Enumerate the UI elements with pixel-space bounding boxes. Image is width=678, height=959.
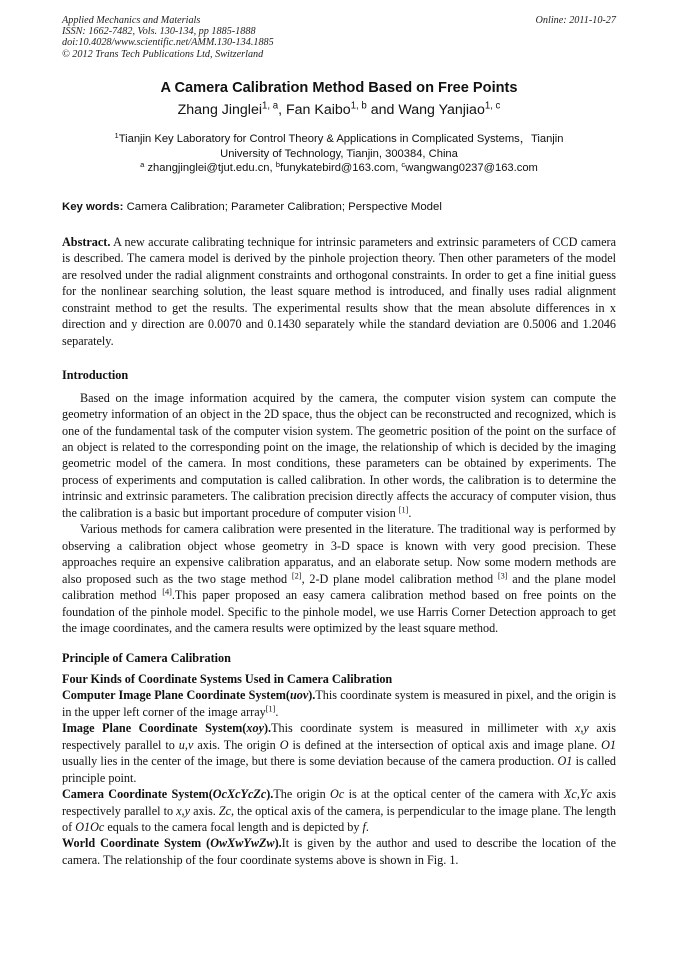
online-date: Online: 2011-10-27 (535, 15, 616, 26)
s2-t5: usually lies in the center of the image, but there is some deviation because of the camera production. (62, 754, 558, 769)
s3-v1: Oc (330, 787, 345, 802)
intro-p2-text-c: and the plane model calibration method (62, 571, 617, 603)
author-2: Fan Kaibo (286, 102, 351, 118)
s3-v2: Xc,Yc (563, 787, 593, 802)
s3-var: OcXcYcZc (212, 787, 267, 802)
abstract-label: Abstract. (62, 235, 111, 249)
affiliation-line-2: University of Technology, Tianjin, 300384, China (220, 147, 458, 160)
s3-t2: is at the optical center of the camera with (344, 787, 564, 802)
s2-t3: axis. The origin (193, 737, 280, 752)
email-a-sup: a (140, 160, 145, 169)
abstract-paragraph (62, 234, 616, 349)
s4-text: It is given by the author and used to describe the location of the camera. The relationship of the four coordinate systems above is shown in Fig. 1. (62, 836, 616, 867)
author-list (62, 102, 616, 118)
s3-v3: x,y (176, 803, 190, 818)
intro-p1-end: . (408, 505, 412, 520)
coord-system-world (62, 835, 616, 868)
coord-system-image-plane (62, 720, 616, 786)
intro-p2-text-a: Various methods for camera calibration were presented in the literature. The traditional way is performed by observing a calibration object whose geometry in 3-D space is known with very good precision. These approaches require an expensive calibration apparatus, and an elaborate setup. Now some modern methods are also proposed such as the two stage method (62, 522, 616, 586)
author-sep-2: and (366, 102, 399, 118)
s3-t3: axis respectively parallel to (62, 787, 617, 818)
keywords-line (62, 201, 616, 213)
s3-t5: , the optical axis of the camera, is perpendicular to the image plane. The length of (62, 803, 616, 834)
intro-paragraph-1 (62, 390, 616, 522)
body-text (62, 234, 616, 868)
s1-close: ). (308, 688, 316, 703)
citation-3: [3] (497, 571, 508, 581)
email-line (62, 161, 616, 176)
email-b-sup: b (275, 160, 280, 169)
author-2-affil: 1, b (350, 100, 367, 112)
author-1-affil: 1, a (262, 100, 279, 112)
s1-label: Computer Image Plane Coordinate System( (62, 688, 290, 703)
s3-t6: equals to the camera focal length and is depicted by (104, 819, 363, 834)
s3-v4: Zc (218, 803, 232, 818)
s2-t1: This coordinate system is measured in millimeter with (271, 721, 575, 736)
principle-heading: Principle of Camera Calibration (62, 651, 231, 666)
s3-label: Camera Coordinate System( (62, 787, 213, 802)
s1-var: uov (289, 688, 309, 703)
intro-p2-text-d: .This paper proposed an easy camera calibration method based on free points on the foundation of the pinhole model. Specific to the pinhole model, we use Harris Corner Detection approach to get the image coordinates, and the camera results were optimized by the least square method. (62, 588, 616, 635)
s3-t1: The origin (273, 787, 331, 802)
introduction-heading: Introduction (62, 368, 129, 383)
s2-v4: O1 (601, 737, 616, 752)
s1-end: . (275, 704, 279, 719)
s4-var: OwXwYwZw (210, 836, 275, 851)
s3-v6: f (362, 819, 366, 834)
s4-label: World Coordinate System ( (62, 836, 211, 851)
email-b[interactable]: funykatebird@163.com, (279, 162, 402, 175)
citation-2: [2] (291, 571, 302, 581)
journal-header (62, 15, 616, 60)
citation-1: [1] (398, 505, 409, 515)
s2-v2: u,v (178, 737, 194, 752)
s2-v5: O1 (557, 754, 573, 769)
email-c-sup: c (401, 160, 406, 169)
s1-text: This coordinate system is measured in pixel, and the origin is in the upper left corner of the image array (62, 688, 617, 719)
intro-paragraph-2 (62, 521, 616, 636)
doi-line: doi:10.4028/www.scientific.net/AMM.130-134.1885 (62, 37, 274, 49)
copyright-line: © 2012 Trans Tech Publications Ltd, Switzerland (62, 48, 264, 60)
s3-close: ). (266, 787, 274, 802)
affiliation-block (62, 132, 616, 176)
citation-4: [4] (162, 587, 172, 597)
intro-p2-text-b: , 2-D plane model calibration method (301, 571, 498, 586)
s3-v5: O1Oc (75, 819, 105, 834)
affiliation-sup: 1 (114, 130, 119, 140)
coord-system-camera (62, 786, 616, 835)
issn-line: ISSN: 1662-7482, Vols. 130-134, pp 1885-1888 (62, 26, 256, 38)
s3-t7: . (365, 819, 369, 834)
s2-v1: x,y (574, 721, 589, 736)
s2-var: xoy (246, 721, 264, 736)
keywords-text: Camera Calibration; Parameter Calibration; Perspective Model (123, 201, 442, 213)
keywords-label: Key words: (62, 201, 124, 213)
author-sep-1: , (278, 102, 286, 118)
s2-v3: O (279, 737, 289, 752)
email-a[interactable]: zhangjinglei@tjut.edu.cn, (144, 162, 276, 175)
s2-close: ). (263, 721, 272, 736)
s4-close: ). (274, 836, 282, 851)
s3-t4: axis. (190, 803, 219, 818)
author-1: Zhang Jinglei (177, 102, 263, 118)
coord-system-computer-image (62, 687, 616, 720)
author-3-affil: 1, c (484, 100, 501, 112)
intro-p1-text: Based on the image information acquired by the camera, the computer vision system can compute the geometry information of an object in the 2D space, thus the object can be reconstructed and recognized, which is one of the fundamental task of the computer vision system. The geometric position of the point on the surface of an object is related to the corresponding point on the image, the relationship of which is decided by the imaging geometric model of the camera. In most conditions, these parameters can be obtained by experiments. The process of experiments and computation is called calibration. In other words, the calibration is to determine the intrinsic and extrinsic parameters. The calibration precision directly affects the accuracy of computer vision, thus the calibration is a basic but important procedure of computer vision (62, 390, 616, 520)
coordinate-systems-subheading: Four Kinds of Coordinate Systems Used in Camera Calibration (62, 671, 393, 686)
affiliation-text-1: Tianjin Key Laboratory for Control Theory & Applications in Complicated Systems，Tianjin (118, 133, 564, 145)
author-3: Wang Yanjiao (398, 102, 485, 118)
s2-t2: axis respectively parallel to (62, 721, 616, 752)
email-c[interactable]: wangwang0237@163.com (405, 162, 538, 175)
s2-t4: is defined at the intersection of optical axis and image plane. (288, 737, 602, 752)
s1-citation: [1] (265, 704, 276, 714)
abstract-text: A new accurate calibrating technique for intrinsic parameters and extrinsic parameters of CCD camera is described. The camera model is derived by the pinhole projection theory. Then other parameters of the model are resolved under the radial alignment constraints and orthogonal constraints. In order to get a fine initial guess for the nonlinear searching solution, the least square method is introduced, and finally uses radial alignment constraint method to get the results. The experimental results show that the mean absolute differences in x direction and y direction are 0.0070 and 0.1430 separately while the standard deviation are 0.5006 and 1.2046 separately. (62, 235, 616, 348)
s2-t6: is called principle point. (62, 754, 616, 785)
journal-name: Applied Mechanics and Materials (62, 15, 201, 26)
s2-label: Image Plane Coordinate System( (62, 721, 247, 736)
affiliation-line-1 (62, 132, 616, 147)
paper-title: A Camera Calibration Method Based on Free Points (160, 80, 518, 96)
